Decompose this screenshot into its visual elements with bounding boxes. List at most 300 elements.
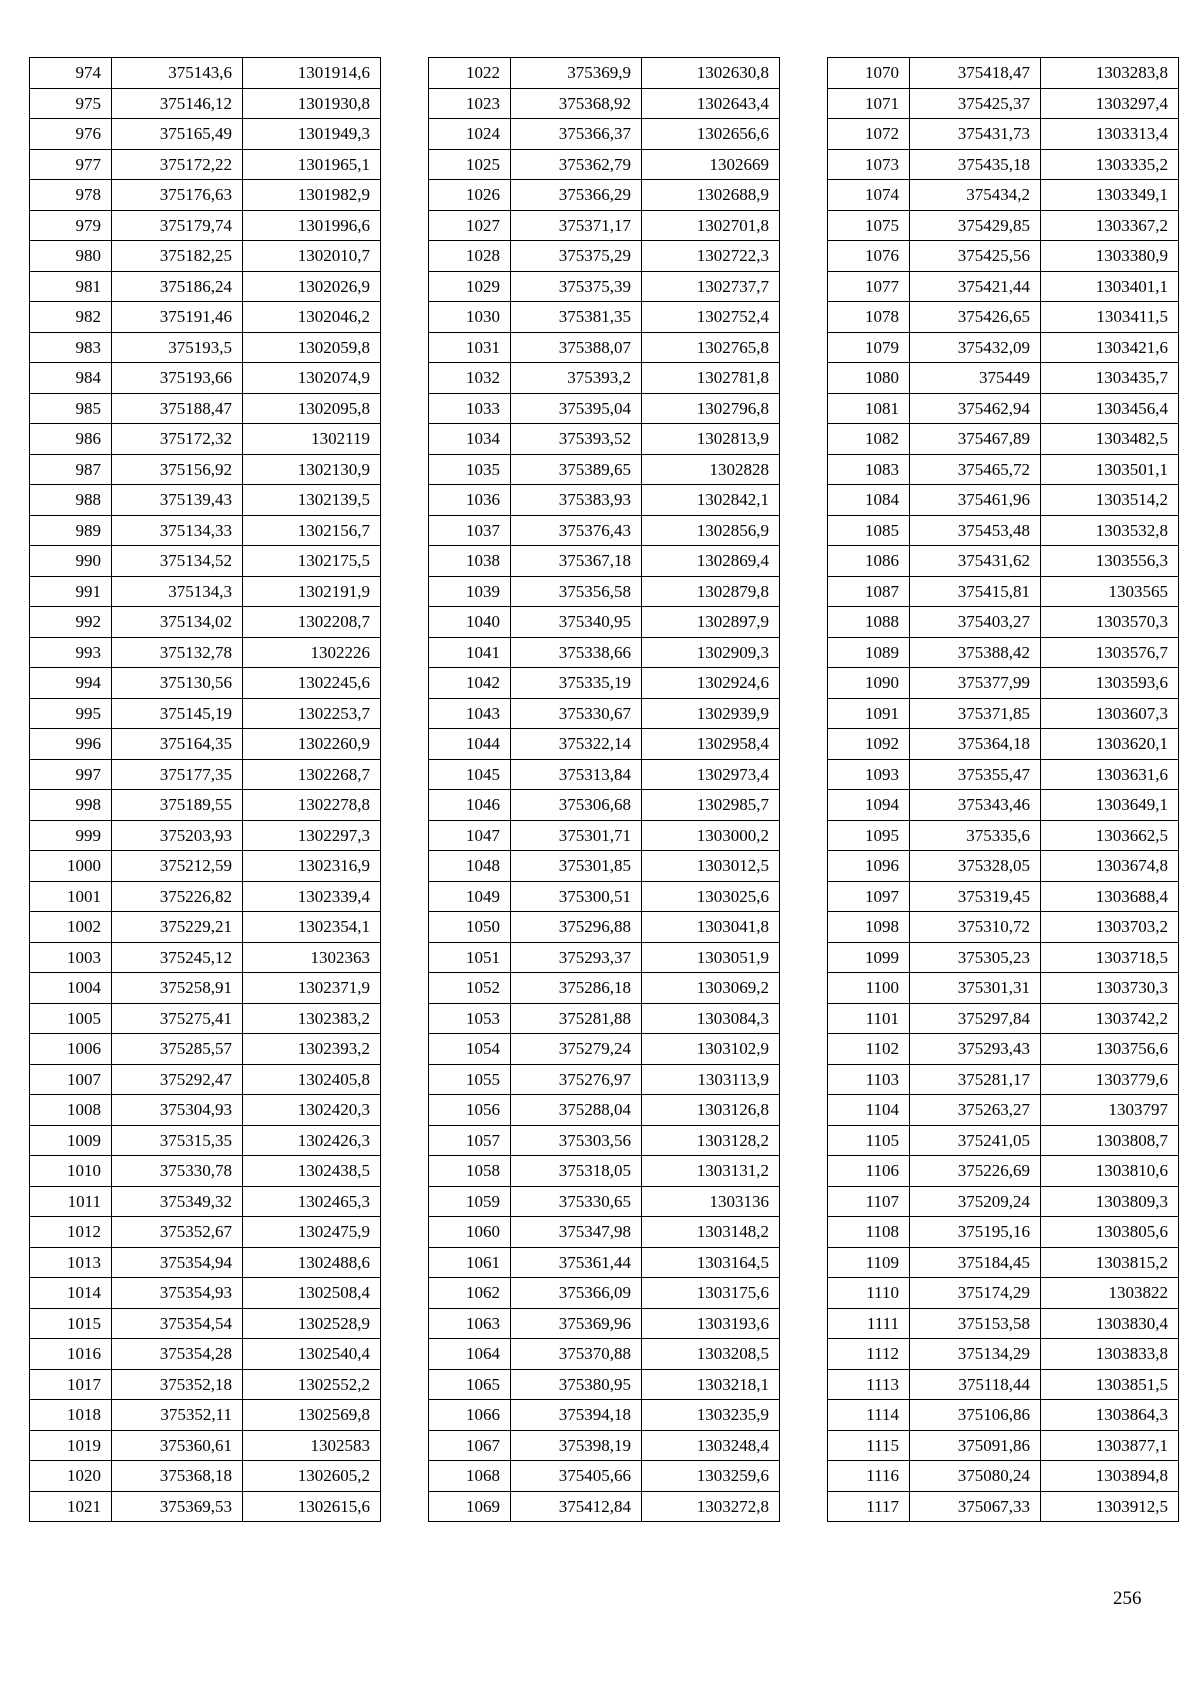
x-coordinate-cell: 375425,37 — [910, 88, 1041, 119]
x-coordinate-cell: 375319,45 — [910, 881, 1041, 912]
y-coordinate-cell: 1302260,9 — [243, 729, 381, 760]
table-row — [429, 1491, 780, 1522]
table-row — [828, 454, 1179, 485]
point-number-cell: 1108 — [828, 1217, 910, 1248]
x-coordinate-cell: 375191,46 — [112, 302, 243, 333]
point-number-cell: 1025 — [429, 149, 511, 180]
y-coordinate-cell: 1302701,8 — [642, 210, 780, 241]
table-row — [30, 698, 381, 729]
x-coordinate-cell: 375340,95 — [511, 607, 642, 638]
table-row — [429, 942, 780, 973]
y-coordinate-cell: 1302095,8 — [243, 393, 381, 424]
table-row — [30, 1156, 381, 1187]
x-coordinate-cell: 375361,44 — [511, 1247, 642, 1278]
point-number-cell: 999 — [30, 820, 112, 851]
table-row — [30, 1064, 381, 1095]
table-row — [429, 546, 780, 577]
y-coordinate-cell: 1302630,8 — [642, 58, 780, 89]
point-number-cell: 998 — [30, 790, 112, 821]
x-coordinate-cell: 375303,56 — [511, 1125, 642, 1156]
table-row — [429, 271, 780, 302]
y-coordinate-cell: 1302354,1 — [243, 912, 381, 943]
x-coordinate-cell: 375467,89 — [910, 424, 1041, 455]
table-row — [30, 58, 381, 89]
table-row — [30, 1186, 381, 1217]
x-coordinate-cell: 375212,59 — [112, 851, 243, 882]
table-row — [429, 363, 780, 394]
point-number-cell: 1000 — [30, 851, 112, 882]
x-coordinate-cell: 375355,47 — [910, 759, 1041, 790]
table-row — [30, 576, 381, 607]
x-coordinate-cell: 375134,33 — [112, 515, 243, 546]
x-coordinate-cell: 375193,5 — [112, 332, 243, 363]
point-number-cell: 1094 — [828, 790, 910, 821]
table-row — [30, 637, 381, 668]
point-number-cell: 1079 — [828, 332, 910, 363]
x-coordinate-cell: 375304,93 — [112, 1095, 243, 1126]
table-row — [828, 332, 1179, 363]
table-row — [429, 790, 780, 821]
x-coordinate-cell: 375405,66 — [511, 1461, 642, 1492]
x-coordinate-cell: 375366,09 — [511, 1278, 642, 1309]
table-row — [828, 637, 1179, 668]
point-number-cell: 1055 — [429, 1064, 511, 1095]
y-coordinate-cell: 1302856,9 — [642, 515, 780, 546]
x-coordinate-cell: 375368,18 — [112, 1461, 243, 1492]
x-coordinate-cell: 375347,98 — [511, 1217, 642, 1248]
point-number-cell: 1050 — [429, 912, 511, 943]
x-coordinate-cell: 375435,18 — [910, 149, 1041, 180]
y-coordinate-cell: 1303000,2 — [642, 820, 780, 851]
table-row — [30, 1095, 381, 1126]
point-number-cell: 1061 — [429, 1247, 511, 1278]
table-row — [30, 119, 381, 150]
y-coordinate-cell: 1302669 — [642, 149, 780, 180]
x-coordinate-cell: 375431,73 — [910, 119, 1041, 150]
y-coordinate-cell: 1303703,2 — [1041, 912, 1179, 943]
table-row — [828, 210, 1179, 241]
y-coordinate-cell: 1303482,5 — [1041, 424, 1179, 455]
point-number-cell: 1103 — [828, 1064, 910, 1095]
table-row — [429, 332, 780, 363]
x-coordinate-cell: 375371,85 — [910, 698, 1041, 729]
point-number-cell: 1115 — [828, 1430, 910, 1461]
y-coordinate-cell: 1302528,9 — [243, 1308, 381, 1339]
x-coordinate-cell: 375305,23 — [910, 942, 1041, 973]
point-number-cell: 1075 — [828, 210, 910, 241]
x-coordinate-cell: 375300,51 — [511, 881, 642, 912]
x-coordinate-cell: 375362,79 — [511, 149, 642, 180]
y-coordinate-cell: 1302245,6 — [243, 668, 381, 699]
point-number-cell: 1011 — [30, 1186, 112, 1217]
x-coordinate-cell: 375343,46 — [910, 790, 1041, 821]
x-coordinate-cell: 375366,37 — [511, 119, 642, 150]
x-coordinate-cell: 375118,44 — [910, 1369, 1041, 1400]
x-coordinate-cell: 375393,52 — [511, 424, 642, 455]
coordinate-table-3 — [827, 57, 1179, 1522]
y-coordinate-cell: 1302985,7 — [642, 790, 780, 821]
table-row — [30, 759, 381, 790]
point-number-cell: 1004 — [30, 973, 112, 1004]
table-row — [30, 1400, 381, 1431]
x-coordinate-cell: 375279,24 — [511, 1034, 642, 1065]
x-coordinate-cell: 375182,25 — [112, 241, 243, 272]
table-row — [30, 1125, 381, 1156]
x-coordinate-cell: 375189,55 — [112, 790, 243, 821]
y-coordinate-cell: 1302139,5 — [243, 485, 381, 516]
x-coordinate-cell: 375276,97 — [511, 1064, 642, 1095]
point-number-cell: 1077 — [828, 271, 910, 302]
x-coordinate-cell: 375209,24 — [910, 1186, 1041, 1217]
x-coordinate-cell: 375177,35 — [112, 759, 243, 790]
point-number-cell: 1090 — [828, 668, 910, 699]
x-coordinate-cell: 375293,43 — [910, 1034, 1041, 1065]
table-row — [30, 271, 381, 302]
y-coordinate-cell: 1303620,1 — [1041, 729, 1179, 760]
y-coordinate-cell: 1303313,4 — [1041, 119, 1179, 150]
table-row — [30, 973, 381, 1004]
point-number-cell: 974 — [30, 58, 112, 89]
x-coordinate-cell: 375306,68 — [511, 790, 642, 821]
table-row — [30, 668, 381, 699]
table-row — [429, 149, 780, 180]
table-row — [30, 241, 381, 272]
y-coordinate-cell: 1302508,4 — [243, 1278, 381, 1309]
y-coordinate-cell: 1302059,8 — [243, 332, 381, 363]
x-coordinate-cell: 375134,29 — [910, 1339, 1041, 1370]
x-coordinate-cell: 375383,93 — [511, 485, 642, 516]
table-row — [30, 1369, 381, 1400]
table-row — [30, 1217, 381, 1248]
table-row — [828, 1278, 1179, 1309]
y-coordinate-cell: 1302405,8 — [243, 1064, 381, 1095]
table-row — [30, 180, 381, 211]
y-coordinate-cell: 1303808,7 — [1041, 1125, 1179, 1156]
table-row — [429, 1095, 780, 1126]
y-coordinate-cell: 1303128,2 — [642, 1125, 780, 1156]
point-number-cell: 1017 — [30, 1369, 112, 1400]
point-number-cell: 1086 — [828, 546, 910, 577]
x-coordinate-cell: 375431,62 — [910, 546, 1041, 577]
x-coordinate-cell: 375395,04 — [511, 393, 642, 424]
y-coordinate-cell: 1302226 — [243, 637, 381, 668]
table-row — [828, 881, 1179, 912]
y-coordinate-cell: 1302615,6 — [243, 1491, 381, 1522]
x-coordinate-cell: 375313,84 — [511, 759, 642, 790]
table-row — [828, 424, 1179, 455]
point-number-cell: 983 — [30, 332, 112, 363]
table-row — [828, 1095, 1179, 1126]
point-number-cell: 988 — [30, 485, 112, 516]
table-row — [828, 515, 1179, 546]
table-row — [429, 1217, 780, 1248]
x-coordinate-cell: 375354,94 — [112, 1247, 243, 1278]
table-row — [429, 1034, 780, 1065]
y-coordinate-cell: 1303688,4 — [1041, 881, 1179, 912]
x-coordinate-cell: 375412,84 — [511, 1491, 642, 1522]
point-number-cell: 994 — [30, 668, 112, 699]
x-coordinate-cell: 375352,18 — [112, 1369, 243, 1400]
table-row — [828, 973, 1179, 1004]
x-coordinate-cell: 375370,88 — [511, 1339, 642, 1370]
y-coordinate-cell: 1303193,6 — [642, 1308, 780, 1339]
x-coordinate-cell: 375146,12 — [112, 88, 243, 119]
table-row — [30, 1003, 381, 1034]
point-number-cell: 986 — [30, 424, 112, 455]
point-number-cell: 1069 — [429, 1491, 511, 1522]
x-coordinate-cell: 375134,02 — [112, 607, 243, 638]
y-coordinate-cell: 1302796,8 — [642, 393, 780, 424]
y-coordinate-cell: 1302420,3 — [243, 1095, 381, 1126]
y-coordinate-cell: 1302569,8 — [243, 1400, 381, 1431]
table-row — [429, 485, 780, 516]
y-coordinate-cell: 1303084,3 — [642, 1003, 780, 1034]
y-coordinate-cell: 1302488,6 — [243, 1247, 381, 1278]
x-coordinate-cell: 375349,32 — [112, 1186, 243, 1217]
x-coordinate-cell: 375352,67 — [112, 1217, 243, 1248]
x-coordinate-cell: 375375,39 — [511, 271, 642, 302]
table-row — [828, 698, 1179, 729]
table-row — [828, 942, 1179, 973]
x-coordinate-cell: 375338,66 — [511, 637, 642, 668]
point-number-cell: 1073 — [828, 149, 910, 180]
x-coordinate-cell: 375330,67 — [511, 698, 642, 729]
y-coordinate-cell: 1301965,1 — [243, 149, 381, 180]
x-coordinate-cell: 375156,92 — [112, 454, 243, 485]
point-number-cell: 1093 — [828, 759, 910, 790]
point-number-cell: 1110 — [828, 1278, 910, 1309]
y-coordinate-cell: 1303809,3 — [1041, 1186, 1179, 1217]
x-coordinate-cell: 375288,04 — [511, 1095, 642, 1126]
point-number-cell: 1030 — [429, 302, 511, 333]
table-row — [30, 1491, 381, 1522]
point-number-cell: 985 — [30, 393, 112, 424]
y-coordinate-cell: 1302909,3 — [642, 637, 780, 668]
point-number-cell: 1036 — [429, 485, 511, 516]
x-coordinate-cell: 375398,19 — [511, 1430, 642, 1461]
point-number-cell: 993 — [30, 637, 112, 668]
y-coordinate-cell: 1302605,2 — [243, 1461, 381, 1492]
x-coordinate-cell: 375145,19 — [112, 698, 243, 729]
point-number-cell: 991 — [30, 576, 112, 607]
x-coordinate-cell: 375293,37 — [511, 942, 642, 973]
x-coordinate-cell: 375179,74 — [112, 210, 243, 241]
y-coordinate-cell: 1303514,2 — [1041, 485, 1179, 516]
x-coordinate-cell: 375318,05 — [511, 1156, 642, 1187]
x-coordinate-cell: 375449 — [910, 363, 1041, 394]
y-coordinate-cell: 1302119 — [243, 424, 381, 455]
point-number-cell: 1059 — [429, 1186, 511, 1217]
table-row — [429, 912, 780, 943]
x-coordinate-cell: 375434,2 — [910, 180, 1041, 211]
table-row — [828, 58, 1179, 89]
table-row — [30, 1339, 381, 1370]
point-number-cell: 1013 — [30, 1247, 112, 1278]
point-number-cell: 1113 — [828, 1369, 910, 1400]
y-coordinate-cell: 1302583 — [243, 1430, 381, 1461]
y-coordinate-cell: 1302475,9 — [243, 1217, 381, 1248]
y-coordinate-cell: 1303631,6 — [1041, 759, 1179, 790]
y-coordinate-cell: 1302393,2 — [243, 1034, 381, 1065]
y-coordinate-cell: 1302540,4 — [243, 1339, 381, 1370]
x-coordinate-cell: 375421,44 — [910, 271, 1041, 302]
table-row — [30, 424, 381, 455]
x-coordinate-cell: 375389,65 — [511, 454, 642, 485]
point-number-cell: 981 — [30, 271, 112, 302]
y-coordinate-cell: 1303742,2 — [1041, 1003, 1179, 1034]
table-row — [828, 576, 1179, 607]
table-row — [429, 1156, 780, 1187]
x-coordinate-cell: 375328,05 — [910, 851, 1041, 882]
x-coordinate-cell: 375080,24 — [910, 1461, 1041, 1492]
table-row — [828, 820, 1179, 851]
x-coordinate-cell: 375139,43 — [112, 485, 243, 516]
table-row — [30, 454, 381, 485]
table-row — [429, 1400, 780, 1431]
x-coordinate-cell: 375188,47 — [112, 393, 243, 424]
point-number-cell: 1083 — [828, 454, 910, 485]
y-coordinate-cell: 1303218,1 — [642, 1369, 780, 1400]
table-row — [30, 1034, 381, 1065]
table-row — [828, 119, 1179, 150]
table-row — [828, 363, 1179, 394]
table-row — [828, 1125, 1179, 1156]
point-number-cell: 1053 — [429, 1003, 511, 1034]
y-coordinate-cell: 1303126,8 — [642, 1095, 780, 1126]
table-row — [429, 729, 780, 760]
table-row — [30, 820, 381, 851]
point-number-cell: 1057 — [429, 1125, 511, 1156]
x-coordinate-cell: 375354,93 — [112, 1278, 243, 1309]
y-coordinate-cell: 1303532,8 — [1041, 515, 1179, 546]
y-coordinate-cell: 1302046,2 — [243, 302, 381, 333]
point-number-cell: 1021 — [30, 1491, 112, 1522]
x-coordinate-cell: 375367,18 — [511, 546, 642, 577]
x-coordinate-cell: 375369,9 — [511, 58, 642, 89]
table-row — [828, 912, 1179, 943]
table-row — [429, 1308, 780, 1339]
point-number-cell: 1016 — [30, 1339, 112, 1370]
point-number-cell: 1114 — [828, 1400, 910, 1431]
point-number-cell: 980 — [30, 241, 112, 272]
point-number-cell: 1002 — [30, 912, 112, 943]
point-number-cell: 1029 — [429, 271, 511, 302]
y-coordinate-cell: 1303380,9 — [1041, 241, 1179, 272]
table-row — [429, 515, 780, 546]
table-row — [30, 393, 381, 424]
x-coordinate-cell: 375388,42 — [910, 637, 1041, 668]
y-coordinate-cell: 1303025,6 — [642, 881, 780, 912]
point-number-cell: 1035 — [429, 454, 511, 485]
x-coordinate-cell: 375226,69 — [910, 1156, 1041, 1187]
table-row — [429, 1125, 780, 1156]
y-coordinate-cell: 1301996,6 — [243, 210, 381, 241]
y-coordinate-cell: 1303830,4 — [1041, 1308, 1179, 1339]
point-number-cell: 1080 — [828, 363, 910, 394]
point-number-cell: 1019 — [30, 1430, 112, 1461]
point-number-cell: 1026 — [429, 180, 511, 211]
point-number-cell: 1018 — [30, 1400, 112, 1431]
y-coordinate-cell: 1303797 — [1041, 1095, 1179, 1126]
y-coordinate-cell: 1302130,9 — [243, 454, 381, 485]
y-coordinate-cell: 1303570,3 — [1041, 607, 1179, 638]
y-coordinate-cell: 1303041,8 — [642, 912, 780, 943]
y-coordinate-cell: 1301982,9 — [243, 180, 381, 211]
point-number-cell: 1066 — [429, 1400, 511, 1431]
table-row — [30, 607, 381, 638]
x-coordinate-cell: 375184,45 — [910, 1247, 1041, 1278]
point-number-cell: 1043 — [429, 698, 511, 729]
table-row — [828, 485, 1179, 516]
point-number-cell: 1045 — [429, 759, 511, 790]
point-number-cell: 1010 — [30, 1156, 112, 1187]
point-number-cell: 978 — [30, 180, 112, 211]
point-number-cell: 1056 — [429, 1095, 511, 1126]
table-row — [828, 1217, 1179, 1248]
point-number-cell: 1076 — [828, 241, 910, 272]
y-coordinate-cell: 1303272,8 — [642, 1491, 780, 1522]
y-coordinate-cell: 1303131,2 — [642, 1156, 780, 1187]
table-row — [30, 149, 381, 180]
x-coordinate-cell: 375354,54 — [112, 1308, 243, 1339]
table-row — [30, 912, 381, 943]
point-number-cell: 1096 — [828, 851, 910, 882]
table-row — [30, 210, 381, 241]
table-row — [828, 1400, 1179, 1431]
y-coordinate-cell: 1303235,9 — [642, 1400, 780, 1431]
table-row — [429, 88, 780, 119]
y-coordinate-cell: 1303833,8 — [1041, 1339, 1179, 1370]
x-coordinate-cell: 375134,3 — [112, 576, 243, 607]
table-row — [429, 119, 780, 150]
x-coordinate-cell: 375172,22 — [112, 149, 243, 180]
point-number-cell: 984 — [30, 363, 112, 394]
y-coordinate-cell: 1302842,1 — [642, 485, 780, 516]
y-coordinate-cell: 1301949,3 — [243, 119, 381, 150]
y-coordinate-cell: 1302363 — [243, 942, 381, 973]
table-row — [828, 393, 1179, 424]
y-coordinate-cell: 1303401,1 — [1041, 271, 1179, 302]
y-coordinate-cell: 1303283,8 — [1041, 58, 1179, 89]
table-row — [429, 881, 780, 912]
point-number-cell: 1070 — [828, 58, 910, 89]
point-number-cell: 992 — [30, 607, 112, 638]
table-row — [429, 1247, 780, 1278]
y-coordinate-cell: 1303259,6 — [642, 1461, 780, 1492]
x-coordinate-cell: 375245,12 — [112, 942, 243, 973]
x-coordinate-cell: 375330,78 — [112, 1156, 243, 1187]
y-coordinate-cell: 1303864,3 — [1041, 1400, 1179, 1431]
y-coordinate-cell: 1303593,6 — [1041, 668, 1179, 699]
y-coordinate-cell: 1302268,7 — [243, 759, 381, 790]
x-coordinate-cell: 375310,72 — [910, 912, 1041, 943]
x-coordinate-cell: 375143,6 — [112, 58, 243, 89]
point-number-cell: 987 — [30, 454, 112, 485]
table-row — [828, 851, 1179, 882]
y-coordinate-cell: 1303248,4 — [642, 1430, 780, 1461]
x-coordinate-cell: 375301,71 — [511, 820, 642, 851]
point-number-cell: 1028 — [429, 241, 511, 272]
y-coordinate-cell: 1302939,9 — [642, 698, 780, 729]
point-number-cell: 1012 — [30, 1217, 112, 1248]
x-coordinate-cell: 375453,48 — [910, 515, 1041, 546]
y-coordinate-cell: 1302869,4 — [642, 546, 780, 577]
x-coordinate-cell: 375297,84 — [910, 1003, 1041, 1034]
table-row — [30, 881, 381, 912]
table-row — [429, 1064, 780, 1095]
y-coordinate-cell: 1303012,5 — [642, 851, 780, 882]
point-number-cell: 1033 — [429, 393, 511, 424]
